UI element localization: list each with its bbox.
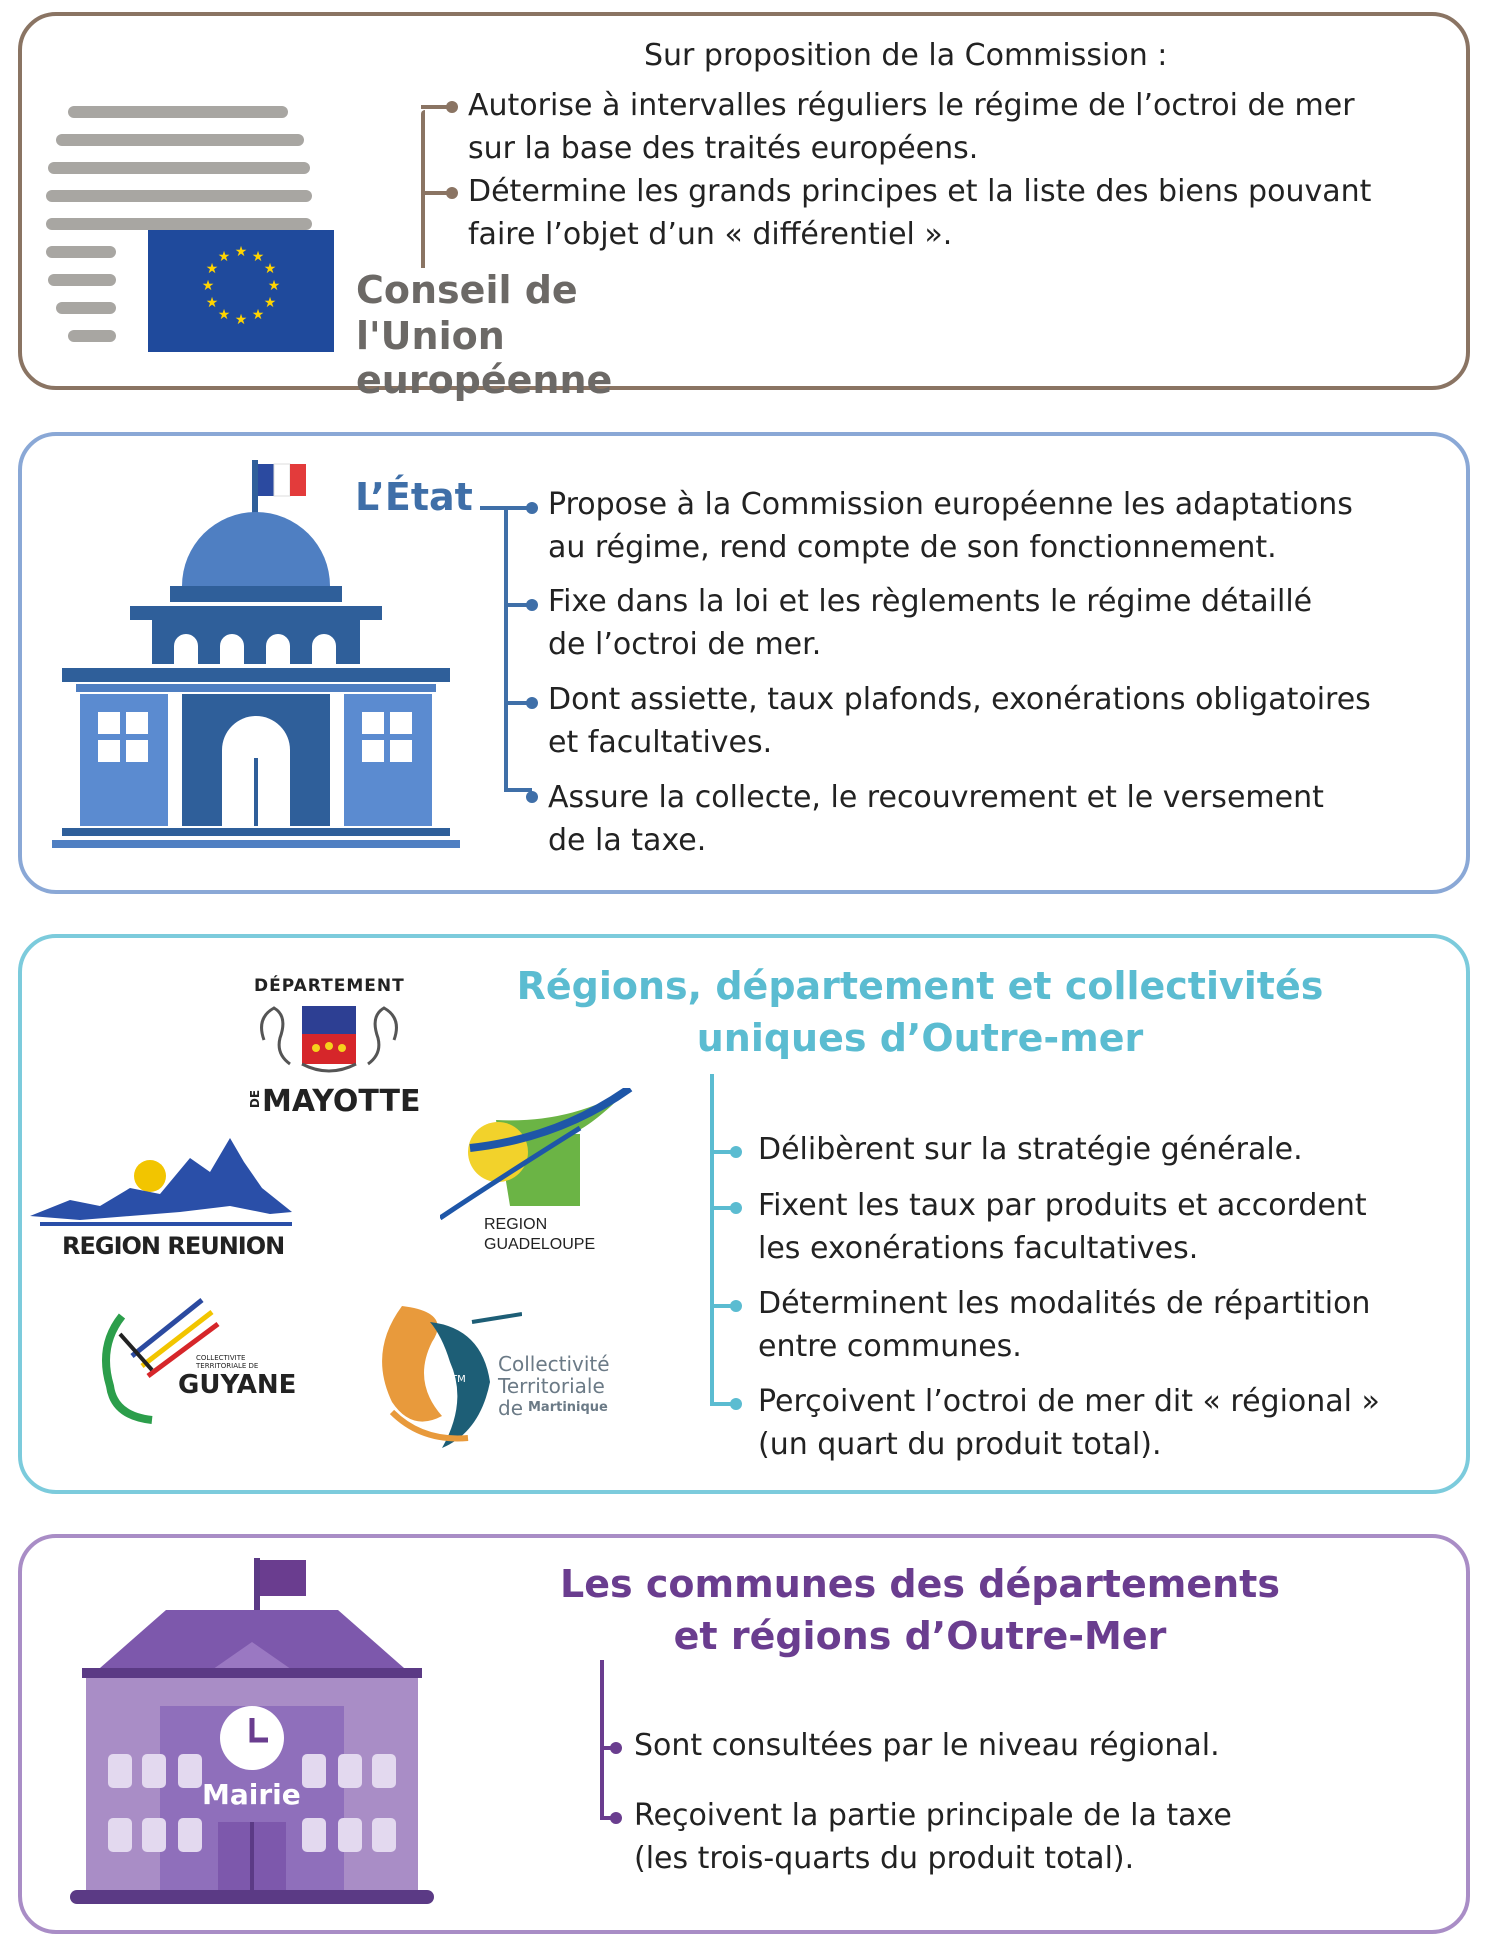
state-item-line: Dont assiette, taux plafonds, exonérations obligatoires [548, 682, 1371, 717]
regions-item-line: Délibèrent sur la stratégie générale. [758, 1132, 1303, 1167]
svg-text:★: ★ [234, 312, 248, 328]
guadeloupe-logo-line1: REGION [484, 1216, 548, 1233]
regions-bullet-dot [730, 1146, 742, 1158]
reunion-logo-name: REGION REUNION [62, 1232, 285, 1260]
state-connector-vertical [504, 506, 508, 790]
regions-bullet-dot [730, 1300, 742, 1312]
state-item-line: de la taxe. [548, 823, 707, 858]
state-item [548, 678, 1448, 764]
communes-title-line1: Les communes des départements [560, 1562, 1280, 1606]
guyane-logo-small2: TERRITORIALE DE [196, 1362, 259, 1370]
state-item-line: Fixe dans la loi et les règlements le régime détaillé [548, 584, 1313, 619]
town-hall-icon [70, 1552, 440, 1932]
svg-text:★: ★ [267, 278, 281, 294]
state-item [548, 580, 1448, 666]
mayotte-logo-top: DÉPARTEMENT [254, 976, 405, 996]
communes-title-line2: et régions d’Outre-Mer [673, 1614, 1167, 1658]
svg-text:★: ★ [251, 307, 265, 323]
eu-item [468, 170, 1448, 256]
state-item-line: au régime, rend compte de son fonctionnement. [548, 530, 1277, 565]
eu-bullet-dot [446, 101, 458, 113]
eu-item-line: sur la base des traités européens. [468, 131, 979, 166]
communes-item-line: Reçoivent la partie principale de la taxe [634, 1798, 1232, 1833]
regions-item [758, 1128, 1458, 1171]
martinique-logo-line4: Martinique [528, 1400, 608, 1415]
regions-item [758, 1380, 1458, 1466]
guyane-logo-name: GUYANE [178, 1370, 297, 1400]
state-bullet-dot [526, 502, 538, 514]
communes-item-line: Sont consultées par le niveau régional. [634, 1728, 1220, 1763]
state-title: L’État [355, 475, 473, 519]
martinique-logo-line2: Territoriale [498, 1374, 605, 1398]
martinique-logo-ctm: CTM [444, 1374, 466, 1385]
svg-text:★: ★ [201, 278, 215, 294]
state-item [548, 483, 1448, 569]
state-item-line: et facultatives. [548, 725, 773, 760]
eu-connector-line [421, 110, 425, 268]
svg-text:★: ★ [217, 249, 231, 265]
svg-text:★: ★ [263, 295, 277, 311]
regions-item-line: entre communes. [758, 1329, 1022, 1364]
communes-item-line: (les trois-quarts du produit total). [634, 1841, 1135, 1876]
guadeloupe-logo [440, 1088, 640, 1268]
eu-item-line: Détermine les grands principes et la liste des biens pouvant [468, 174, 1372, 209]
regions-item-line: Perçoivent l’octroi de mer dit « régional » [758, 1384, 1380, 1419]
reunion-mountain-icon [30, 1128, 292, 1228]
guyane-emblem-icon [92, 1296, 292, 1426]
svg-text:★: ★ [217, 307, 231, 323]
eu-item-line: Autorise à intervalles réguliers le régime de l’octroi de mer [468, 88, 1355, 123]
eu-item [468, 84, 1448, 170]
communes-item [634, 1724, 1434, 1767]
martinique-logo [372, 1292, 634, 1452]
eu-bullet-dot [446, 187, 458, 199]
guyane-logo-small1: COLLECTIVITE [196, 1354, 246, 1362]
regions-item-line: les exonérations facultatives. [758, 1231, 1199, 1266]
state-item-line: Propose à la Commission européenne les adaptations [548, 487, 1353, 522]
svg-text:★: ★ [251, 249, 265, 265]
communes-bullet-dot [610, 1742, 622, 1754]
mayotte-logo-de: DE [248, 1089, 263, 1109]
regions-connector-vertical [710, 1074, 714, 1406]
communes-title [480, 1558, 1360, 1662]
regions-item-line: Fixent les taux par produits et accordent [758, 1188, 1367, 1223]
eu-logo-name-line2: l'Union européenne [356, 314, 613, 402]
guadeloupe-logo-line2: GUADELOUPE [484, 1236, 596, 1253]
guyane-logo [92, 1296, 297, 1426]
mayotte-coat-of-arms-icon [254, 1000, 404, 1078]
regions-bullet-dot [730, 1202, 742, 1214]
eu-logo-name-line1: Conseil de [356, 268, 578, 312]
regions-item-line: (un quart du produit total). [758, 1427, 1162, 1462]
town-hall-label: Mairie [202, 1778, 301, 1811]
regions-title-line1: Régions, département et collectivités [516, 964, 1324, 1008]
regions-bullet-dot [730, 1398, 742, 1410]
regions-title [480, 960, 1360, 1064]
regions-item [758, 1184, 1458, 1270]
state-item-line: de l’octroi de mer. [548, 627, 822, 662]
svg-text:★: ★ [234, 244, 248, 260]
mayotte-logo [204, 968, 452, 1130]
eu-header: Sur proposition de la Commission : [644, 38, 1168, 73]
regions-item-line: Déterminent les modalités de répartition [758, 1286, 1371, 1321]
regions-item [758, 1282, 1458, 1368]
state-bullet-dot [526, 599, 538, 611]
svg-text:★: ★ [263, 261, 277, 277]
state-bullet-dot [526, 791, 538, 803]
reunion-logo [30, 1128, 292, 1266]
martinique-logo-line1: Collectivité [498, 1352, 610, 1376]
eu-item-line: faire l’objet d’un « différentiel ». [468, 217, 953, 252]
state-item [548, 776, 1448, 862]
regions-title-line2: uniques d’Outre-mer [696, 1016, 1144, 1060]
communes-connector-vertical [600, 1660, 604, 1820]
martinique-logo-line3: de [498, 1396, 523, 1420]
svg-text:★: ★ [205, 295, 219, 311]
mayotte-logo-bottom: MAYOTTE [262, 1084, 421, 1119]
state-bullet-dot [526, 697, 538, 709]
communes-bullet-dot [610, 1812, 622, 1824]
svg-text:★: ★ [205, 261, 219, 277]
state-item-line: Assure la collecte, le recouvrement et le versement [548, 780, 1324, 815]
communes-item [634, 1794, 1434, 1880]
